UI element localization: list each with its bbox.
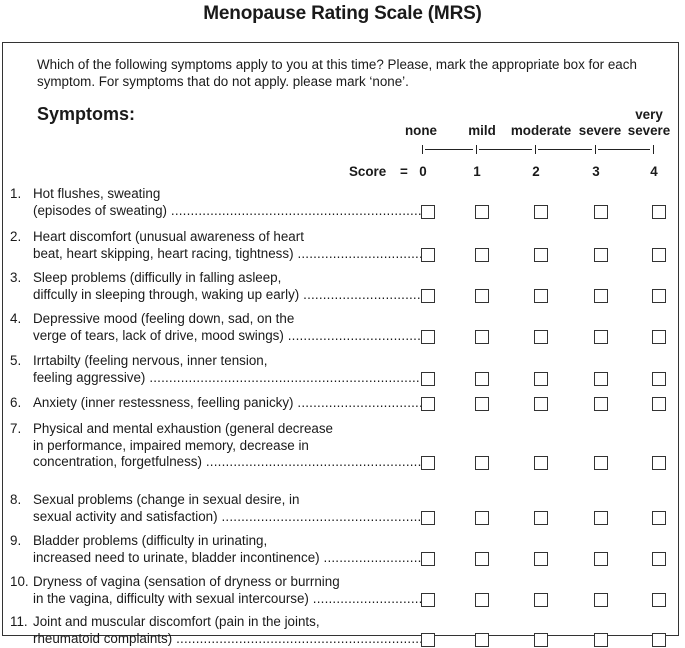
symptom-number: 11. — [10, 614, 28, 629]
score-label: Score — [349, 164, 387, 179]
scale-label-4 — [609, 107, 685, 138]
symptom-description — [33, 229, 423, 262]
score-checkbox-1[interactable] — [475, 593, 489, 607]
score-checkbox-1[interactable] — [475, 205, 489, 219]
symptom-description — [33, 574, 423, 607]
score-checkbox-0[interactable] — [421, 593, 435, 607]
scale-tick — [422, 145, 423, 154]
symptom-text-line: verge of tears, lack of drive, mood swings) ..... — [33, 328, 423, 345]
score-checkbox-4[interactable] — [652, 205, 666, 219]
score-checkbox-1[interactable] — [475, 511, 489, 525]
score-checkbox-0[interactable] — [421, 511, 435, 525]
symptom-text-line: Sleep problems (difficully in falling asleep, — [33, 270, 282, 285]
symptom-row — [10, 574, 420, 607]
scale-connector-line — [479, 149, 532, 150]
score-checkbox-4[interactable] — [652, 633, 666, 647]
score-checkbox-2[interactable] — [534, 205, 548, 219]
score-checkbox-0[interactable] — [421, 633, 435, 647]
score-checkbox-4[interactable] — [652, 397, 666, 411]
score-checkbox-3[interactable] — [594, 593, 608, 607]
symptom-number: 2. — [10, 229, 22, 244]
symptom-row — [10, 421, 420, 471]
scale-label-line1: very — [635, 107, 663, 122]
score-checkbox-2[interactable] — [534, 372, 548, 386]
symptom-row — [10, 270, 420, 303]
symptom-row — [10, 395, 420, 412]
score-checkbox-3[interactable] — [594, 633, 608, 647]
score-checkbox-3[interactable] — [594, 511, 608, 525]
score-checkbox-3[interactable] — [594, 397, 608, 411]
score-checkbox-1[interactable] — [475, 456, 489, 470]
symptom-number: 3. — [10, 270, 22, 285]
symptom-row — [10, 353, 420, 386]
score-checkbox-0[interactable] — [421, 552, 435, 566]
scale-connector-line — [598, 149, 650, 150]
symptom-text-line: (episodes of sweating) ..... — [33, 203, 423, 220]
symptom-description — [33, 421, 423, 471]
score-checkbox-3[interactable] — [594, 330, 608, 344]
symptom-description — [33, 533, 423, 566]
symptom-number: 6. — [10, 395, 22, 410]
symptom-description — [33, 614, 423, 647]
scale-connector-line — [425, 149, 473, 150]
symptom-description — [33, 311, 423, 344]
score-checkbox-0[interactable] — [421, 289, 435, 303]
score-checkbox-1[interactable] — [475, 633, 489, 647]
symptom-row — [10, 311, 420, 344]
symptom-row — [10, 229, 420, 262]
symptom-description — [33, 395, 423, 412]
symptom-text-line: diffcully in sleeping through, waking up early) ..... — [33, 287, 423, 304]
symptom-text-line: Depressive mood (feeling down, sad, on the — [33, 311, 295, 326]
symptom-row — [10, 186, 420, 219]
score-value-2: 2 — [532, 164, 540, 179]
score-checkbox-1[interactable] — [475, 552, 489, 566]
score-checkbox-0[interactable] — [421, 205, 435, 219]
score-value-4: 4 — [650, 164, 658, 179]
score-checkbox-2[interactable] — [534, 330, 548, 344]
score-checkbox-3[interactable] — [594, 248, 608, 262]
score-checkbox-3[interactable] — [594, 456, 608, 470]
score-checkbox-4[interactable] — [652, 593, 666, 607]
scale-tick — [595, 145, 596, 154]
form-title: Menopause Rating Scale (MRS) — [203, 3, 482, 24]
scale-tick — [653, 145, 654, 154]
symptom-text-line: feeling aggressive) ..... — [33, 370, 423, 387]
score-checkbox-0[interactable] — [421, 330, 435, 344]
score-checkbox-4[interactable] — [652, 552, 666, 566]
symptom-text-line: Irrtabilty (feeling nervous, inner tension, — [33, 353, 268, 368]
score-checkbox-4[interactable] — [652, 330, 666, 344]
symptom-text-line: Dryness of vagina (sensation of dryness or burrning — [33, 574, 340, 589]
score-checkbox-0[interactable] — [421, 248, 435, 262]
score-checkbox-3[interactable] — [594, 552, 608, 566]
score-checkbox-2[interactable] — [534, 552, 548, 566]
score-checkbox-0[interactable] — [421, 397, 435, 411]
scale-label-line2: severe — [578, 123, 622, 138]
symptom-row — [10, 533, 420, 566]
score-checkbox-2[interactable] — [534, 633, 548, 647]
scale-connector-line — [538, 149, 592, 150]
scale-label-line2: moderate — [510, 123, 572, 138]
symptom-text-line: Hot flushes, sweating — [33, 186, 161, 201]
symptoms-heading: Symptoms: — [37, 104, 136, 124]
score-checkbox-4[interactable] — [652, 289, 666, 303]
score-checkbox-1[interactable] — [475, 397, 489, 411]
score-checkbox-3[interactable] — [594, 289, 608, 303]
symptom-number: 10. — [10, 574, 29, 589]
symptom-number: 1. — [10, 186, 22, 201]
score-checkbox-4[interactable] — [652, 511, 666, 525]
symptom-description — [33, 186, 423, 219]
scale-label-line2: mild — [468, 123, 496, 138]
score-value-3: 3 — [592, 164, 600, 179]
score-checkbox-1[interactable] — [475, 248, 489, 262]
symptom-description — [33, 492, 423, 525]
score-checkbox-1[interactable] — [475, 330, 489, 344]
score-checkbox-1[interactable] — [475, 289, 489, 303]
score-checkbox-0[interactable] — [421, 372, 435, 386]
symptom-description — [33, 353, 423, 386]
symptom-text-line: in the vagina, difficulty with sexual intercourse) ..... — [33, 591, 423, 608]
symptom-text-line: in performance, impaired memory, decrease in — [33, 437, 309, 453]
score-checkbox-3[interactable] — [594, 205, 608, 219]
symptom-text-line: concentration, forgetfulness) ..... — [33, 454, 423, 471]
score-checkbox-2[interactable] — [534, 593, 548, 607]
score-value-0: 0 — [419, 164, 427, 179]
symptom-row — [10, 492, 420, 525]
symptom-text-line: Physical and mental exhaustion (general decrease — [33, 421, 333, 436]
symptom-number: 5. — [10, 353, 22, 368]
symptom-text-line: Sexual problems (change in sexual desire, in — [33, 492, 300, 507]
symptom-description — [33, 270, 423, 303]
score-checkbox-2[interactable] — [534, 511, 548, 525]
score-checkbox-2[interactable] — [534, 397, 548, 411]
symptom-text-line: rheumatoid complaints) ..... — [33, 631, 423, 648]
symptom-text-line: beat, heart skipping, heart racing, tightness) ..... — [33, 246, 423, 263]
symptom-row — [10, 614, 420, 647]
symptom-number: 4. — [10, 311, 22, 326]
scale-tick — [476, 145, 477, 154]
score-checkbox-3[interactable] — [594, 372, 608, 386]
symptom-text-line: Bladder problems (difficulty in urinating, — [33, 533, 268, 548]
symptom-text-line: increased need to urinate, bladder incontinence) ..... — [33, 550, 423, 567]
instructions-text: Which of the following symptoms apply to you at this time? Please, mark the appropriate box for each symptom. For symptoms that do not apply. please mark ‘none’. — [37, 57, 637, 89]
symptom-text-line: Heart discomfort (unusual awareness of heart — [33, 229, 304, 244]
score-checkbox-4[interactable] — [652, 456, 666, 470]
symptom-number: 7. — [10, 421, 22, 436]
score-checkbox-4[interactable] — [652, 248, 666, 262]
score-value-1: 1 — [473, 164, 481, 179]
scale-label-line2: severe — [627, 123, 671, 138]
symptom-number: 8. — [10, 492, 22, 507]
scale-label-line2: none — [405, 123, 437, 138]
score-checkbox-2[interactable] — [534, 456, 548, 470]
symptom-number: 9. — [10, 533, 22, 548]
score-checkbox-2[interactable] — [534, 289, 548, 303]
score-checkbox-0[interactable] — [421, 456, 435, 470]
score-checkbox-1[interactable] — [475, 372, 489, 386]
symptom-text-line: sexual activity and satisfaction) ..... — [33, 509, 423, 526]
score-equals: = — [400, 164, 408, 179]
symptom-text-line: Joint and muscular discomfort (pain in the joints, — [33, 614, 320, 629]
symptom-text-line: Anxiety (inner restessness, feelling panicky) ..... — [33, 395, 423, 412]
score-checkbox-2[interactable] — [534, 248, 548, 262]
score-checkbox-4[interactable] — [652, 372, 666, 386]
scale-tick — [535, 145, 536, 154]
